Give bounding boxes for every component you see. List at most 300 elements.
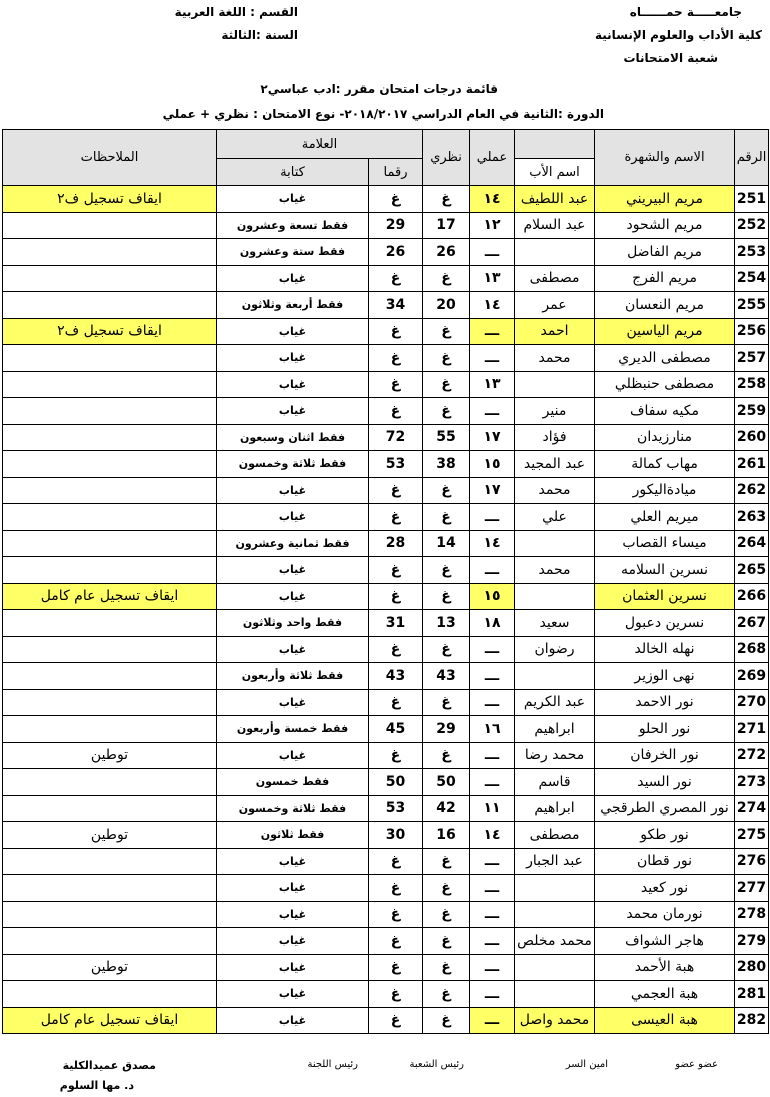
- cell-notes: [3, 239, 217, 266]
- cell-name: مريم الشحود: [595, 212, 735, 239]
- cell-number: 257: [735, 345, 769, 372]
- cell-practical: ١٤: [470, 822, 515, 849]
- cell-words: غياب: [217, 742, 369, 769]
- cell-notes: ايقاف تسجيل ف٢: [3, 186, 217, 213]
- cell-theory: غ: [423, 742, 470, 769]
- cell-words: غياب: [217, 265, 369, 292]
- cell-theory: 26: [423, 239, 470, 266]
- cell-theory: غ: [423, 345, 470, 372]
- cell-digits: غ: [369, 186, 423, 213]
- cell-practical: ١٣: [470, 265, 515, 292]
- table-row: [3, 292, 769, 319]
- cell-practical: ـــ: [470, 848, 515, 875]
- cell-practical: ـــ: [470, 981, 515, 1008]
- cell-practical: ـــ: [470, 742, 515, 769]
- cell-notes: [3, 212, 217, 239]
- grades-body: [3, 186, 769, 1034]
- cell-father: رضوان: [515, 636, 595, 663]
- table-row: [3, 875, 769, 902]
- cell-digits: 26: [369, 239, 423, 266]
- cell-theory: 55: [423, 424, 470, 451]
- cell-name: مصطفى الديري: [595, 345, 735, 372]
- cell-name: مريم الفاضل: [595, 239, 735, 266]
- cell-father: عبد الكريم: [515, 689, 595, 716]
- cell-father: علي: [515, 504, 595, 531]
- cell-notes: [3, 292, 217, 319]
- table-row: [3, 822, 769, 849]
- committee-head-signature: رئيس اللجنة: [307, 1059, 358, 1070]
- cell-theory: غ: [423, 875, 470, 902]
- table-row: [3, 716, 769, 743]
- cell-digits: 43: [369, 663, 423, 690]
- cell-name: ميساء القصاب: [595, 530, 735, 557]
- table-row: [3, 477, 769, 504]
- cell-number: 278: [735, 901, 769, 928]
- cell-notes: [3, 795, 217, 822]
- cell-name: نور المصري الطرقجي: [595, 795, 735, 822]
- col-grade: العلامة: [217, 130, 423, 159]
- cell-words: غياب: [217, 981, 369, 1008]
- cell-digits: 29: [369, 212, 423, 239]
- cell-name: منارزيدان: [595, 424, 735, 451]
- cell-number: 280: [735, 954, 769, 981]
- cell-notes: [3, 557, 217, 584]
- cell-father: عبد الجبار: [515, 848, 595, 875]
- cell-words: غياب: [217, 186, 369, 213]
- table-row: [3, 795, 769, 822]
- cell-practical: ١١: [470, 795, 515, 822]
- cell-notes: توطين: [3, 742, 217, 769]
- cell-number: 258: [735, 371, 769, 398]
- dean-approval: مصدق عميدالكلية: [62, 1059, 156, 1072]
- cell-theory: 17: [423, 212, 470, 239]
- cell-practical: ١٤: [470, 292, 515, 319]
- cell-theory: غ: [423, 265, 470, 292]
- cell-number: 254: [735, 265, 769, 292]
- cell-words: فقط ثلاثة وخمسون: [217, 795, 369, 822]
- cell-practical: ـــ: [470, 901, 515, 928]
- cell-number: 273: [735, 769, 769, 796]
- cell-number: 266: [735, 583, 769, 610]
- cell-digits: غ: [369, 557, 423, 584]
- cell-practical: ١٧: [470, 477, 515, 504]
- cell-name: نسرين دعبول: [595, 610, 735, 637]
- cell-number: 259: [735, 398, 769, 425]
- cell-number: 265: [735, 557, 769, 584]
- cell-words: غياب: [217, 875, 369, 902]
- cell-notes: [3, 689, 217, 716]
- cell-notes: [3, 875, 217, 902]
- cell-notes: [3, 265, 217, 292]
- cell-father: عبد المجيد: [515, 451, 595, 478]
- cell-practical: ١٨: [470, 610, 515, 637]
- cell-notes: ايقاف تسجيل ف٢: [3, 318, 217, 345]
- cell-number: 276: [735, 848, 769, 875]
- cell-notes: [3, 769, 217, 796]
- table-row: [3, 371, 769, 398]
- cell-words: فقط واحد وثلاثون: [217, 610, 369, 637]
- col-digits: رقما: [369, 159, 423, 186]
- cell-number: 268: [735, 636, 769, 663]
- exam-session: الدورة :الثانية في العام الدراسي ٢٠١٨/٢٠١٧- نوع الامتحان : نظري + عملي: [162, 107, 604, 121]
- cell-name: نور الاحمد: [595, 689, 735, 716]
- col-practical: عملي: [470, 130, 515, 186]
- cell-father: محمد رضا: [515, 742, 595, 769]
- cell-words: فقط ستة وعشرون: [217, 239, 369, 266]
- cell-words: فقط ثلاثة وأربعون: [217, 663, 369, 690]
- cell-digits: غ: [369, 318, 423, 345]
- cell-digits: غ: [369, 1007, 423, 1034]
- cell-number: 274: [735, 795, 769, 822]
- cell-words: غياب: [217, 954, 369, 981]
- cell-notes: [3, 504, 217, 531]
- cell-number: 279: [735, 928, 769, 955]
- cell-theory: غ: [423, 504, 470, 531]
- cell-notes: [3, 981, 217, 1008]
- cell-theory: 14: [423, 530, 470, 557]
- cell-number: 270: [735, 689, 769, 716]
- cell-number: 252: [735, 212, 769, 239]
- cell-theory: 43: [423, 663, 470, 690]
- cell-notes: ايقاف تسجيل عام كامل: [3, 1007, 217, 1034]
- table-row: [3, 186, 769, 213]
- cell-digits: غ: [369, 981, 423, 1008]
- cell-digits: غ: [369, 398, 423, 425]
- cell-digits: غ: [369, 901, 423, 928]
- cell-name: هبة الأحمد: [595, 954, 735, 981]
- cell-theory: غ: [423, 636, 470, 663]
- cell-words: غياب: [217, 636, 369, 663]
- cell-number: 251: [735, 186, 769, 213]
- cell-father: محمد: [515, 477, 595, 504]
- cell-practical: ١٧: [470, 424, 515, 451]
- university-name: جامعـــــة حمــــــاه: [629, 5, 742, 19]
- cell-father: قاسم: [515, 769, 595, 796]
- cell-practical: ـــ: [470, 239, 515, 266]
- cell-name: مريم النعسان: [595, 292, 735, 319]
- cell-digits: غ: [369, 345, 423, 372]
- cell-number: 256: [735, 318, 769, 345]
- cell-theory: غ: [423, 557, 470, 584]
- cell-words: فقط أربعة وثلاثون: [217, 292, 369, 319]
- cell-digits: غ: [369, 477, 423, 504]
- cell-notes: [3, 716, 217, 743]
- cell-father: [515, 371, 595, 398]
- cell-number: 277: [735, 875, 769, 902]
- cell-name: نهى الوزير: [595, 663, 735, 690]
- cell-digits: 53: [369, 795, 423, 822]
- cell-practical: ١٥: [470, 451, 515, 478]
- cell-digits: غ: [369, 875, 423, 902]
- table-row: [3, 530, 769, 557]
- cell-digits: 30: [369, 822, 423, 849]
- cell-theory: 13: [423, 610, 470, 637]
- cell-notes: توطين: [3, 822, 217, 849]
- cell-practical: ١٥: [470, 583, 515, 610]
- cell-father: محمد واصل: [515, 1007, 595, 1034]
- table-row: [3, 583, 769, 610]
- table-row: [3, 265, 769, 292]
- cell-father: [515, 239, 595, 266]
- cell-theory: غ: [423, 954, 470, 981]
- cell-name: مصطفى حنبظلي: [595, 371, 735, 398]
- cell-father: مصطفى: [515, 822, 595, 849]
- cell-words: غياب: [217, 318, 369, 345]
- cell-father: مصطفى: [515, 265, 595, 292]
- cell-words: فقط خمسة وأربعون: [217, 716, 369, 743]
- cell-words: غياب: [217, 1007, 369, 1034]
- cell-name: نور الحلو: [595, 716, 735, 743]
- cell-digits: 72: [369, 424, 423, 451]
- col-words: كتابة: [217, 159, 369, 186]
- cell-practical: ـــ: [470, 345, 515, 372]
- department: القسم : اللغة العربية: [174, 5, 298, 19]
- table-row: [3, 981, 769, 1008]
- cell-words: غياب: [217, 689, 369, 716]
- cell-words: غياب: [217, 504, 369, 531]
- table-row: [3, 769, 769, 796]
- cell-notes: [3, 398, 217, 425]
- cell-father: عمر: [515, 292, 595, 319]
- cell-digits: 31: [369, 610, 423, 637]
- cell-digits: غ: [369, 265, 423, 292]
- members-signature: عضو عضو: [675, 1059, 718, 1070]
- cell-theory: 29: [423, 716, 470, 743]
- cell-practical: ـــ: [470, 875, 515, 902]
- cell-notes: [3, 477, 217, 504]
- cell-name: مريم البيريني: [595, 186, 735, 213]
- cell-theory: 38: [423, 451, 470, 478]
- cell-notes: [3, 530, 217, 557]
- cell-notes: [3, 345, 217, 372]
- cell-theory: 20: [423, 292, 470, 319]
- cell-number: 272: [735, 742, 769, 769]
- cell-father: [515, 954, 595, 981]
- cell-father: [515, 981, 595, 1008]
- cell-digits: غ: [369, 848, 423, 875]
- cell-words: فقط اثنان وسبعون: [217, 424, 369, 451]
- cell-practical: ـــ: [470, 557, 515, 584]
- cell-practical: ـــ: [470, 504, 515, 531]
- cell-words: غياب: [217, 398, 369, 425]
- table-row: [3, 689, 769, 716]
- col-theory: نظري: [423, 130, 470, 186]
- cell-name: نسرين العثمان: [595, 583, 735, 610]
- cell-number: 269: [735, 663, 769, 690]
- cell-father: فؤاد: [515, 424, 595, 451]
- cell-digits: غ: [369, 636, 423, 663]
- cell-theory: غ: [423, 689, 470, 716]
- cell-notes: [3, 663, 217, 690]
- cell-number: 282: [735, 1007, 769, 1034]
- cell-name: نور كعيد: [595, 875, 735, 902]
- table-row: [3, 610, 769, 637]
- faculty-name: كلية الأداب والعلوم الإنسانية: [595, 28, 762, 42]
- cell-practical: ١٢: [470, 212, 515, 239]
- cell-words: غياب: [217, 583, 369, 610]
- cell-words: غياب: [217, 928, 369, 955]
- cell-digits: 50: [369, 769, 423, 796]
- table-row: [3, 424, 769, 451]
- cell-digits: غ: [369, 371, 423, 398]
- table-row: [3, 557, 769, 584]
- cell-number: 281: [735, 981, 769, 1008]
- cell-practical: ـــ: [470, 689, 515, 716]
- cell-father: سعيد: [515, 610, 595, 637]
- cell-father: احمد: [515, 318, 595, 345]
- cell-digits: غ: [369, 689, 423, 716]
- cell-words: فقط خمسون: [217, 769, 369, 796]
- table-row: [3, 398, 769, 425]
- cell-theory: غ: [423, 398, 470, 425]
- cell-name: ميريم العلي: [595, 504, 735, 531]
- cell-father: محمد: [515, 345, 595, 372]
- cell-name: نور قطان: [595, 848, 735, 875]
- secretary-signature: امين السر: [565, 1059, 608, 1070]
- cell-father: [515, 583, 595, 610]
- cell-practical: ١٤: [470, 186, 515, 213]
- cell-number: 262: [735, 477, 769, 504]
- cell-theory: غ: [423, 981, 470, 1008]
- cell-words: فقط تسعة وعشرون: [217, 212, 369, 239]
- cell-theory: 50: [423, 769, 470, 796]
- cell-notes: [3, 901, 217, 928]
- cell-digits: 28: [369, 530, 423, 557]
- cell-name: ميادةاليكور: [595, 477, 735, 504]
- cell-notes: [3, 371, 217, 398]
- cell-name: نورمان محمد: [595, 901, 735, 928]
- cell-name: هبة العيسى: [595, 1007, 735, 1034]
- cell-words: فقط ثمانية وعشرون: [217, 530, 369, 557]
- cell-father: [515, 901, 595, 928]
- cell-father: ابراهيم: [515, 716, 595, 743]
- cell-number: 267: [735, 610, 769, 637]
- cell-words: فقط ثلاثة وخمسون: [217, 451, 369, 478]
- table-row: [3, 901, 769, 928]
- cell-practical: ـــ: [470, 636, 515, 663]
- cell-notes: [3, 848, 217, 875]
- cell-digits: 34: [369, 292, 423, 319]
- cell-father: عبد اللطيف: [515, 186, 595, 213]
- office-head-signature: رئيس الشعبة: [409, 1059, 464, 1070]
- table-row: [3, 318, 769, 345]
- cell-father: [515, 875, 595, 902]
- dean-name: د. مها السلوم: [59, 1079, 134, 1092]
- header-row: [3, 130, 769, 159]
- cell-name: هبة العجمي: [595, 981, 735, 1008]
- cell-theory: غ: [423, 928, 470, 955]
- cell-number: 260: [735, 424, 769, 451]
- table-row: [3, 954, 769, 981]
- cell-father: [515, 663, 595, 690]
- cell-notes: ايقاف تسجيل عام كامل: [3, 583, 217, 610]
- cell-number: 264: [735, 530, 769, 557]
- cell-theory: غ: [423, 848, 470, 875]
- cell-father: محمد: [515, 557, 595, 584]
- cell-father: [515, 530, 595, 557]
- cell-practical: ١٦: [470, 716, 515, 743]
- academic-year: السنة :الثالثة: [221, 28, 298, 42]
- table-row: [3, 212, 769, 239]
- table-row: [3, 663, 769, 690]
- cell-digits: غ: [369, 928, 423, 955]
- cell-notes: [3, 610, 217, 637]
- cell-number: 261: [735, 451, 769, 478]
- cell-digits: غ: [369, 504, 423, 531]
- col-name: الاسم والشهرة: [595, 130, 735, 186]
- cell-practical: ـــ: [470, 318, 515, 345]
- cell-father: محمد مخلص: [515, 928, 595, 955]
- cell-father: ابراهيم: [515, 795, 595, 822]
- cell-words: فقط ثلاثون: [217, 822, 369, 849]
- table-row: [3, 1007, 769, 1034]
- cell-name: نور السيد: [595, 769, 735, 796]
- col-number: الرقم: [735, 130, 769, 186]
- cell-theory: غ: [423, 477, 470, 504]
- table-row: [3, 239, 769, 266]
- cell-name: مهاب كمالة: [595, 451, 735, 478]
- cell-notes: [3, 928, 217, 955]
- cell-notes: [3, 451, 217, 478]
- cell-theory: غ: [423, 901, 470, 928]
- table-row: [3, 928, 769, 955]
- cell-number: 271: [735, 716, 769, 743]
- col-notes: الملاحظات: [3, 130, 217, 186]
- cell-name: هاجر الشواف: [595, 928, 735, 955]
- cell-digits: 45: [369, 716, 423, 743]
- cell-theory: 42: [423, 795, 470, 822]
- cell-father: عبد السلام: [515, 212, 595, 239]
- cell-practical: ـــ: [470, 769, 515, 796]
- table-row: [3, 504, 769, 531]
- cell-theory: غ: [423, 186, 470, 213]
- cell-theory: غ: [423, 583, 470, 610]
- cell-name: نهله الخالد: [595, 636, 735, 663]
- cell-practical: ـــ: [470, 398, 515, 425]
- cell-words: غياب: [217, 901, 369, 928]
- table-row: [3, 848, 769, 875]
- cell-number: 275: [735, 822, 769, 849]
- cell-father: منير: [515, 398, 595, 425]
- cell-practical: ـــ: [470, 663, 515, 690]
- cell-theory: 16: [423, 822, 470, 849]
- cell-name: نسرين السلامه: [595, 557, 735, 584]
- cell-digits: 53: [369, 451, 423, 478]
- cell-words: غياب: [217, 371, 369, 398]
- table-row: [3, 742, 769, 769]
- cell-name: نور طكو: [595, 822, 735, 849]
- cell-words: غياب: [217, 557, 369, 584]
- cell-practical: ـــ: [470, 954, 515, 981]
- cell-practical: ١٤: [470, 530, 515, 557]
- cell-words: غياب: [217, 848, 369, 875]
- cell-digits: غ: [369, 583, 423, 610]
- col-father: اسم الأب: [515, 159, 595, 186]
- col-father-top: [515, 130, 595, 159]
- cell-number: 253: [735, 239, 769, 266]
- cell-words: غياب: [217, 477, 369, 504]
- cell-digits: غ: [369, 954, 423, 981]
- cell-notes: [3, 424, 217, 451]
- table-row: [3, 345, 769, 372]
- cell-name: نور الخرفان: [595, 742, 735, 769]
- cell-name: مريم الفرج: [595, 265, 735, 292]
- cell-theory: غ: [423, 1007, 470, 1034]
- cell-theory: غ: [423, 371, 470, 398]
- cell-number: 255: [735, 292, 769, 319]
- cell-practical: ١٣: [470, 371, 515, 398]
- cell-digits: غ: [369, 742, 423, 769]
